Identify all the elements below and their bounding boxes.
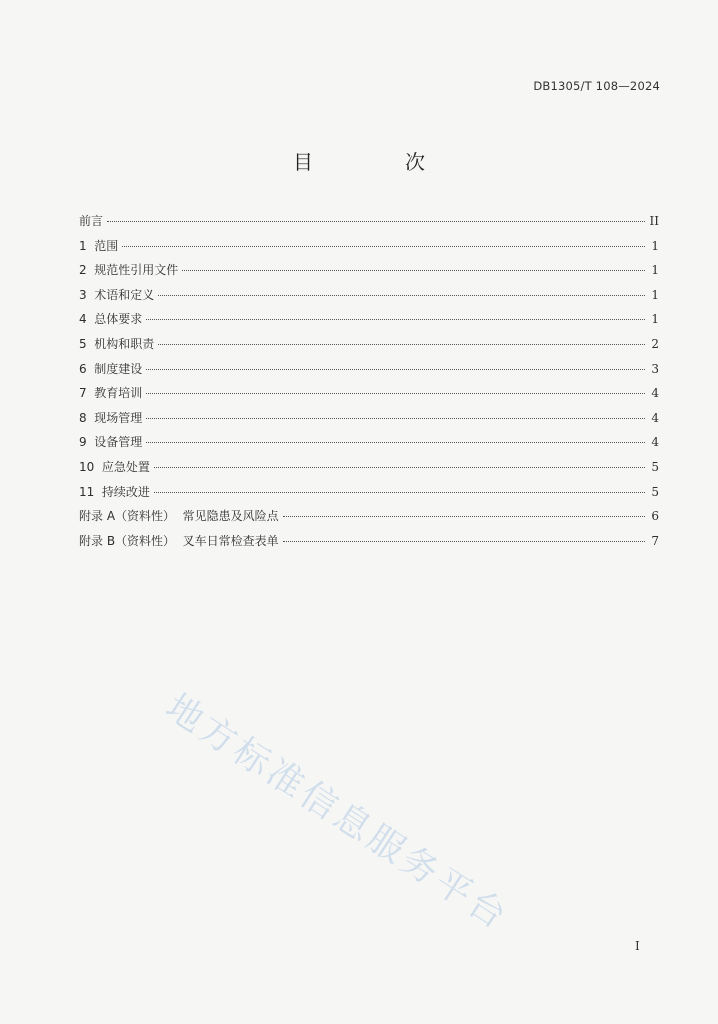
toc-entry-site-management[interactable] <box>79 409 659 434</box>
toc-entry-label: 9 设备管理 <box>79 435 143 450</box>
toc-entry-page: 5 <box>651 484 659 499</box>
toc-entry-label: 3 术语和定义 <box>79 287 155 302</box>
toc-entry-label: 附录 A（资料性） 常见隐患及风险点 <box>79 509 279 524</box>
toc-entry-page: 1 <box>651 238 659 253</box>
toc-entry-label: 前言 <box>79 214 104 228</box>
toc-entry-label: 11 持续改进 <box>79 484 150 499</box>
toc-entry-foreword[interactable] <box>79 212 659 237</box>
toc-entry-page: 5 <box>651 459 659 474</box>
toc-leader-dots <box>158 295 645 296</box>
toc-entry-general-requirements[interactable] <box>79 310 659 335</box>
watermark: 地方标准信息服务平台 <box>158 686 517 939</box>
toc-entry-page: 3 <box>651 361 659 376</box>
toc-leader-dots <box>122 246 645 247</box>
toc-entry-page: 1 <box>651 263 659 278</box>
toc-entry-emergency[interactable] <box>79 458 659 483</box>
toc-entry-label: 7 教育培训 <box>79 386 143 401</box>
toc-entry-page: 4 <box>651 410 659 425</box>
toc-title: 目 次 <box>293 150 461 174</box>
toc-entry-equipment-management[interactable] <box>79 433 659 458</box>
toc-entry-label: 1 范围 <box>79 238 119 253</box>
toc-entry-terms[interactable] <box>79 286 659 311</box>
toc-leader-dots <box>283 541 645 542</box>
toc-entry-label: 6 制度建设 <box>79 361 143 376</box>
toc-entry-scope[interactable] <box>79 237 659 262</box>
toc-entry-page: 4 <box>651 386 659 401</box>
toc-leader-dots <box>146 418 645 419</box>
toc-leader-dots <box>182 270 645 271</box>
page-number: I <box>635 939 640 953</box>
toc-entry-page: 4 <box>651 435 659 450</box>
toc-entry-system-building[interactable] <box>79 360 659 385</box>
table-of-contents <box>79 212 659 556</box>
toc-entry-label: 附录 B（资料性） 叉车日常检查表单 <box>79 533 279 548</box>
standard-code: DB1305/T 108—2024 <box>533 79 660 93</box>
toc-leader-dots <box>146 369 645 370</box>
toc-entry-normative-references[interactable] <box>79 261 659 286</box>
toc-entry-page: 7 <box>651 533 659 548</box>
toc-entry-training[interactable] <box>79 384 659 409</box>
toc-entry-improvement[interactable] <box>79 483 659 508</box>
toc-entry-label: 5 机构和职责 <box>79 336 155 351</box>
toc-leader-dots <box>107 221 645 222</box>
toc-entry-page: 2 <box>651 336 659 351</box>
toc-leader-dots <box>146 393 645 394</box>
toc-entry-label: 2 规范性引用文件 <box>79 263 179 278</box>
toc-leader-dots <box>154 492 645 493</box>
toc-entry-page: 1 <box>651 312 659 327</box>
toc-entry-label: 8 现场管理 <box>79 410 143 425</box>
toc-leader-dots <box>283 516 645 517</box>
toc-leader-dots <box>146 442 645 443</box>
toc-leader-dots <box>158 344 645 345</box>
toc-entry-appendix-b[interactable] <box>79 532 659 557</box>
toc-entry-page: 6 <box>651 509 659 524</box>
toc-leader-dots <box>154 467 645 468</box>
toc-entry-label: 10 应急处置 <box>79 459 150 474</box>
toc-entry-label: 4 总体要求 <box>79 312 143 327</box>
toc-entry-page: II <box>649 214 659 228</box>
toc-entry-appendix-a[interactable] <box>79 507 659 532</box>
toc-leader-dots <box>146 319 645 320</box>
toc-entry-organization[interactable] <box>79 335 659 360</box>
toc-entry-page: 1 <box>651 287 659 302</box>
